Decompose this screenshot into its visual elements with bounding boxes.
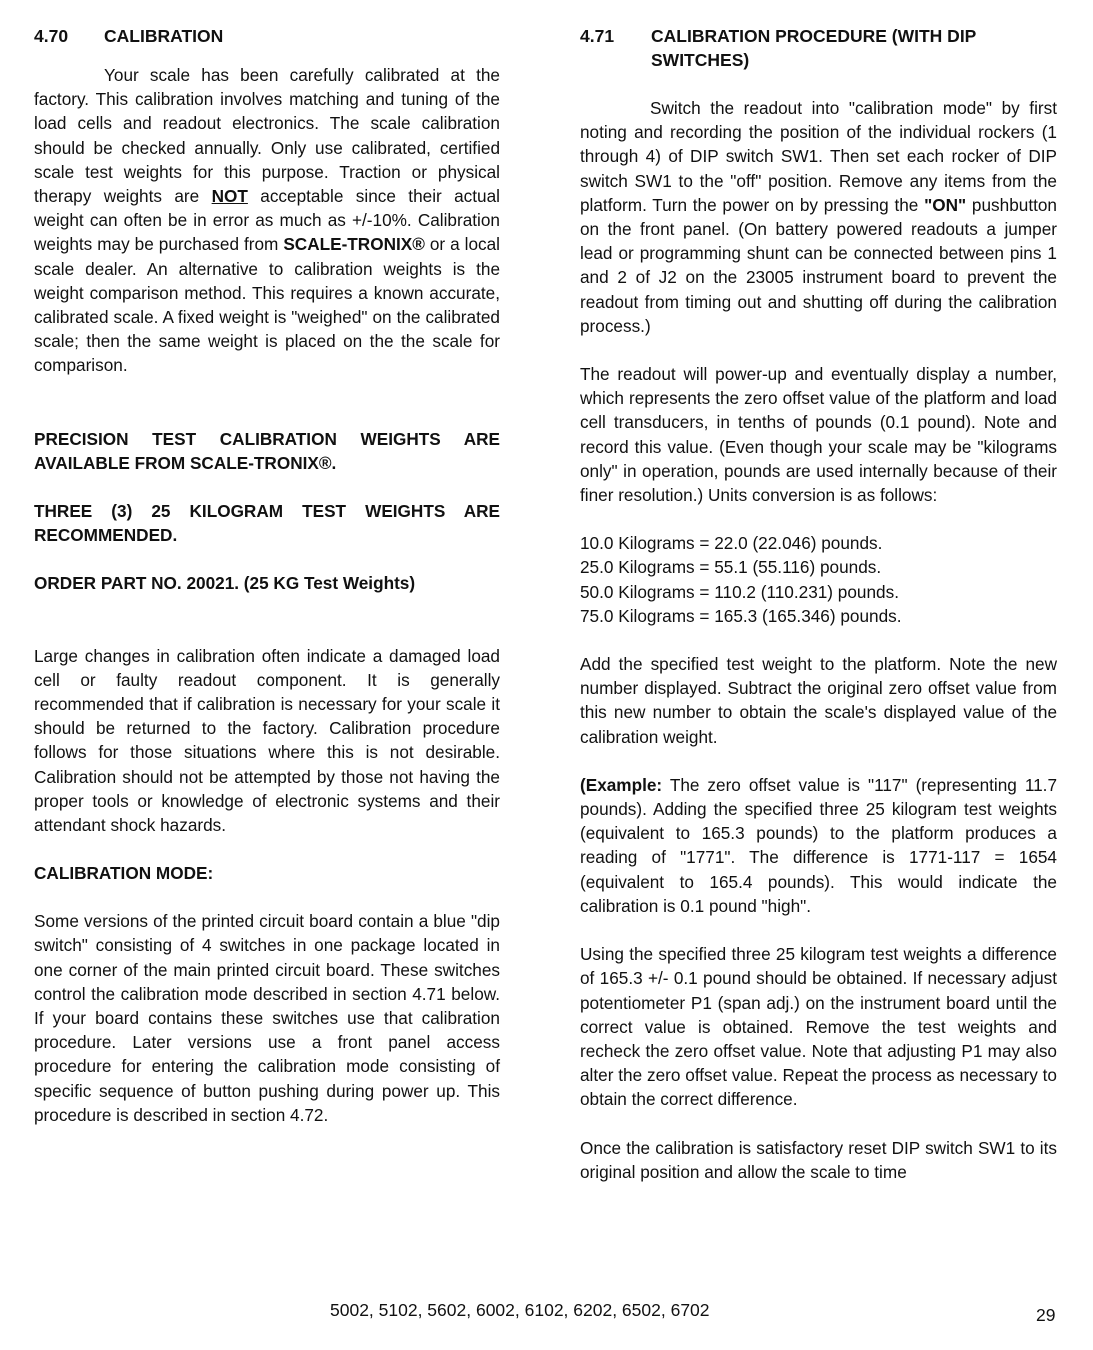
- order-part-number: ORDER PART NO. 20021. (25 KG Test Weights): [34, 572, 416, 593]
- brand-name: SCALE-TRONIX®: [283, 234, 425, 255]
- page-number: 29: [1036, 1305, 1056, 1325]
- section-4-71-heading: [580, 24, 1057, 72]
- conversion-row: 75.0 Kilograms = 165.3 (165.346) pounds.: [580, 605, 902, 626]
- calibration-mode-paragraph: Some versions of the printed circuit board contain a blue "dip switch" consisting of 4 switches in one package located in one corner of the main printed circuit board. These switches control the calibration mode described in section 4.71 below. If your board contains these switches use that calibration procedure. Later versions use a front panel access procedure for entering the calibration mode consisting of specific sequence of button pushing during power up. This procedure is described in section 4.72.: [34, 911, 500, 1125]
- on-button-label: "ON": [924, 194, 967, 215]
- section-number: 4.70: [34, 26, 69, 46]
- section-title: CALIBRATION PROCEDURE (WITH DIP SWITCHES): [651, 26, 977, 70]
- units-conversion-list: [580, 531, 1057, 628]
- right-column: [580, 24, 1057, 1184]
- conversion-row: 25.0 Kilograms = 55.1 (55.116) pounds.: [580, 557, 882, 578]
- add-weight-paragraph: Add the specified test weight to the platform. Note the new number displayed. Subtract the original zero offset value from this new number to obtain the scale's displayed value of the calibration weight.: [580, 654, 1057, 747]
- example-paragraph: (Example: The zero offset value is "117" (representing 11.7 pounds). Adding the specified three 25 kilogram test weights (equivalent to 165.3 pounds) to the platform produces a reading of "1771". The difference is 1771-117 = 1654 (equivalent to 165.4 pounds). This would indicate the calibration is 0.1 pound "high".: [580, 774, 1057, 916]
- reset-paragraph: Once the calibration is satisfactory reset DIP switch SW1 to its original position and allow the scale to time: [580, 1137, 1057, 1182]
- conversion-row: 50.0 Kilograms = 110.2 (110.231) pounds.: [580, 581, 899, 602]
- readout-paragraph: The readout will power-up and eventually display a number, which represents the zero offset value of the platform and load cell transducers, in tenths of pounds (0.1 pound). Note and record this value. (Even though your scale may be "kilograms only" in operation, pounds are used internally because of their finer resolution.) Units conversion is as follows:: [580, 364, 1057, 506]
- calibration-changes-paragraph: Large changes in calibration often indicate a damaged load cell or faulty readout component. It is generally recommended that if calibration is necessary for your scale it should be returned to the factory. Calibration procedure follows for those situations where this is not desirable. Calibration should not be attempted by those not having the proper tools or knowledge of electronic systems and their attendant shock hazards.: [34, 645, 500, 836]
- section-number: 4.71: [580, 26, 615, 46]
- footer-model-numbers: 5002, 5102, 5602, 6002, 6102, 6202, 6502, 6702: [330, 1300, 710, 1320]
- intro-paragraph: Your scale has been carefully calibrated at the factory. This calibration involves matching and tuning of the load cells and readout electronics. The scale calibration should be checked annually. Only use calibrated, certified scale test weights for this purpose. Traction or physical therapy weights are NOT acceptable since their actual weight can often be in error as much as +/-10%. Calibration weights may be purchased from SCALE-TRONIX® or a local scale dealer. An alternative to calibration weights is the weight comparison method. This requires a known accurate, calibrated scale. A fixed weight is "weighed" on the calibrated scale; then the same weight is placed on the the scale for comparison.: [34, 65, 500, 376]
- calibration-mode-heading: CALIBRATION MODE:: [34, 863, 214, 884]
- conversion-row: 10.0 Kilograms = 22.0 (22.046) pounds.: [580, 533, 883, 554]
- notice-three-weights: THREE (3) 25 KILOGRAM TEST WEIGHTS ARE RECOMMENDED.: [34, 500, 500, 545]
- example-label: (Example:: [580, 774, 663, 795]
- section-4-70-heading: [34, 24, 500, 48]
- section-title: CALIBRATION: [104, 26, 224, 46]
- notice-precision-weights: PRECISION TEST CALIBRATION WEIGHTS ARE AVAILABLE FROM SCALE-TRONIX®.: [34, 428, 500, 473]
- switch-paragraph: Switch the readout into "calibration mode" by first noting and recording the position of the individual rockers (1 through 4) of DIP switch SW1. Then set each rocker of DIP switch SW1 to the "off" position. Remove any items from the platform. Turn the power on by pressing the "ON" pushbutton on the front panel. (On battery powered readouts a jumper lead or programming shunt can be connected between pins 1 and 2 of J2 on the 23005 instrument board to prevent the readout from timing out and shutting off during the calibration process.): [580, 98, 1057, 336]
- adjust-paragraph: Using the specified three 25 kilogram test weights a difference of 165.3 +/- 0.1 pound should be obtained. If necessary adjust potentiometer P1 (span adj.) on the instrument board until the correct value is obtained. Remove the test weights and recheck the zero offset value. Note that adjusting P1 may also alter the zero offset value. Repeat the process as necessary to obtain the correct difference.: [580, 944, 1057, 1110]
- not-emphasis: NOT: [211, 186, 248, 207]
- left-column: [34, 24, 500, 1127]
